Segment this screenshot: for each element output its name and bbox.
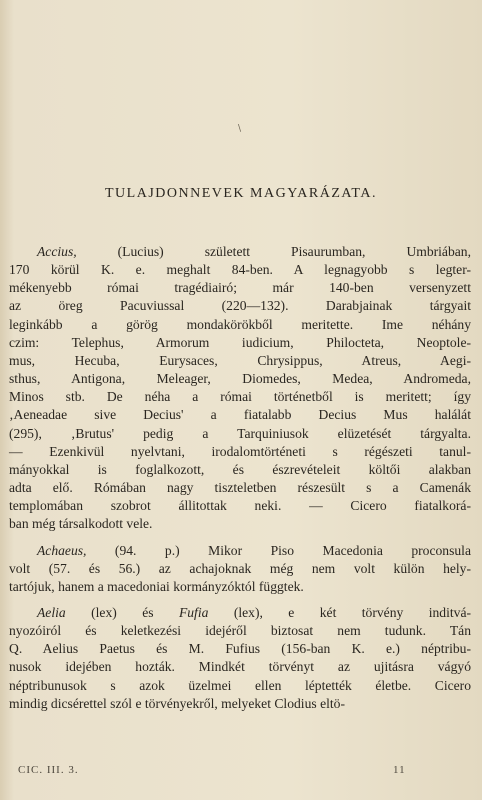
text-line: néptribunusok s azok üzelmei ellen léptették életbe. Cicero <box>9 677 471 693</box>
text-line: Q. Aelius Paetus és M. Fufius (156-ban K. e.) néptribu- <box>9 641 471 657</box>
text-line: Accius, (Lucius) született Pisaurumban, Umbriában, <box>37 244 471 259</box>
text-line: templomában szobrot állitottak neki. — Cicero fiatalkorá- <box>9 498 471 514</box>
text-line: tartójuk, hanem a macedoniai kormányzóktól függtek. <box>9 578 304 594</box>
text-line: (295), ‚Brutus' pedig a Tarquiniusok elüzetését tárgyalta. <box>9 425 471 441</box>
page-mark: \ <box>238 124 242 134</box>
text-line: czim: Telephus, Armorum iudicium, Philocteta, Neoptole- <box>9 334 471 350</box>
text-line: az öreg Pacuviussal (220—132). Darabjainak tárgyait <box>9 298 471 314</box>
body-text <box>9 243 471 713</box>
paragraph <box>9 243 471 534</box>
text-line: nyozóiról és keletkezési idejéről biztosat nem tudunk. Tán <box>9 623 471 639</box>
text-line: ‚Aeneadae sive Decius' a fiatalabb Decius Mus halálát <box>9 407 471 423</box>
text-line: 170 körül K. e. meghalt 84-ben. A legnagyobb s legter- <box>9 262 471 278</box>
text-line: Minos stb. De néha a római történetből is meritett; így <box>9 389 471 405</box>
text-line: mindig dicsérettel szól e törvényekről, melyeket Clodius eltö- <box>9 695 345 711</box>
paragraph <box>9 604 471 713</box>
text-line: Achaeus, (94. p.) Mikor Piso Macedonia proconsula <box>37 542 471 558</box>
text-line: adta elő. Rómában nagy tiszteletben részesült s a Camenák <box>9 480 471 496</box>
text-line: ban még társalkodott vele. <box>9 516 153 532</box>
text-line: leginkább a görög mondakörökből meritette. Ime néhány <box>9 316 471 332</box>
text-line: nusok idejében hozták. Mindkét törvényt az ujitásra vágyó <box>9 659 471 675</box>
text-line: Aelia (lex) és Fufia (lex), e két törvény inditvá- <box>37 604 472 620</box>
paragraph <box>9 542 471 596</box>
text-line: volt (57. és 56.) az achajoknak még nem volt külön hely- <box>9 560 471 576</box>
page-heading: TULAJDONNEVEK MAGYARÁZATA. <box>105 186 377 201</box>
text-line: — Ezenkivül nyelvtani, irodalomtörténeti s régészeti tanul- <box>9 443 471 459</box>
page-number: 11 <box>393 764 406 776</box>
text-line: sthus, Antigona, Meleager, Diomedes, Medea, Andromeda, <box>9 371 471 387</box>
text-line: mékenyebb római tragédiairó; már 140-ben versenyzett <box>9 280 471 296</box>
printer-signature: CIC. III. 3. <box>18 764 79 776</box>
text-line: mus, Hecuba, Eurysaces, Chrysippus, Atreus, Aegi- <box>9 352 471 368</box>
text-line: mányokkal is foglalkozott, és észrevételeit költői alakban <box>9 461 471 477</box>
